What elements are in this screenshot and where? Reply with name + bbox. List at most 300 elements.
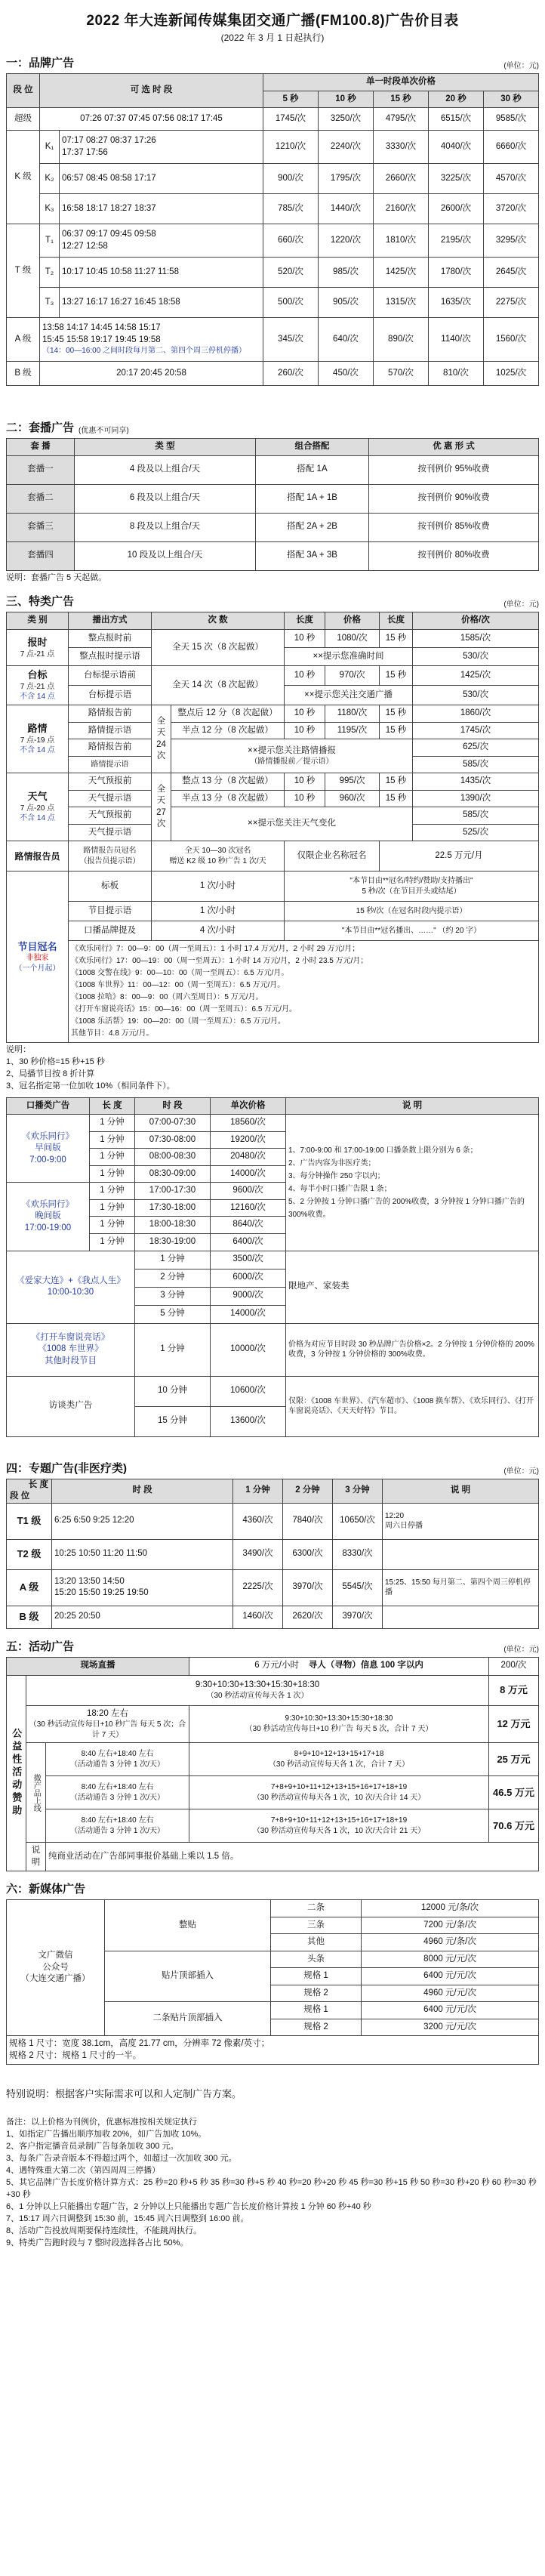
price-cell: 1220/次 — [319, 224, 374, 258]
live-price: 6 万元/小时 — [254, 1661, 299, 1671]
cell: 4 次/小时 — [152, 921, 285, 941]
cell: 搭配 2A + 2B — [256, 513, 369, 541]
table-row — [7, 872, 539, 902]
cell: "本节目由**冠名/特约/赞助/支持播出" 5 秒/次（在节目开头或结尾） — [285, 872, 539, 902]
section-heading: 三、特类广告 — [6, 595, 75, 609]
category-sub: 不含 14 点 — [20, 746, 55, 755]
unit-note: (单位：元) — [503, 600, 539, 609]
special-ads-table — [6, 612, 539, 1043]
time-cell: 13:58 14:17 14:45 14:58 15:17 15:45 15:58 19:17 19:45 19:58 — [42, 323, 161, 344]
price-cell: 2600/次 — [429, 194, 484, 224]
cell: 文广微信 公众号 （大连交通广播） — [7, 1900, 105, 2036]
section-heading: 四：专题广告(非医疗类) — [6, 1461, 127, 1475]
table-row — [7, 1503, 539, 1539]
feature-ads-table — [6, 1479, 539, 1629]
cell: 限地产、家装类 — [286, 1251, 539, 1323]
cell: 530/次 — [413, 686, 539, 705]
cell: 2620/次 — [283, 1606, 333, 1628]
cell: 仅限：《1008 车世界》、《汽车超市》、《1008 换车帮》、《欢乐同行》、《打开车窗说亮话》、《天天好特》节目。 — [286, 1376, 539, 1436]
cell: 二条贴片顶部插入 — [105, 2002, 271, 2036]
cell: 全天 14 次（8 次起做） — [152, 666, 285, 705]
cell: （报告员提示语） — [79, 856, 140, 865]
table-row — [7, 484, 539, 513]
col-30s: 30 秒 — [484, 91, 539, 108]
price-cell: 450/次 — [319, 362, 374, 386]
section-footnote: 说明： 1、30 秒价格=15 秒+15 秒 2、局播节目按 8 折计算 3、冠名指定第一位加收 10%（相同条件下）。 — [6, 1045, 175, 1091]
cell: 15 分钟 — [135, 1406, 211, 1436]
time-cell: 20:17 20:45 20:58 — [40, 362, 263, 386]
cell: 6:25 6:50 9:25 12:20 — [52, 1503, 233, 1539]
table-row — [7, 513, 539, 541]
time-cell: 07:17 08:27 08:37 17:26 17:37 17:56 — [60, 131, 263, 164]
price-cell: 1210/次 — [263, 131, 319, 164]
cell: 全天 15 次（8 次起做） — [152, 630, 285, 666]
table-row — [7, 541, 539, 570]
price-cell: 1780/次 — [429, 258, 484, 288]
category-sub: 非独家 — [26, 954, 49, 963]
col-header: 时 段 — [135, 1097, 211, 1115]
cell: 整点后 12 分（8 次起做） — [171, 705, 285, 723]
price-cell: 3295/次 — [484, 224, 539, 258]
cell: 25 万元 — [489, 1743, 539, 1776]
price-cell: 785/次 — [263, 194, 319, 224]
new-media-table — [6, 1899, 539, 2065]
table-row — [7, 131, 539, 164]
cell: （30 秒活动宣传每日+10 秒广告 每天 5 次；合计 7 天） — [29, 1720, 186, 1739]
program-time: 10:00-10:30 — [47, 1288, 94, 1297]
price-cell: 260/次 — [263, 362, 319, 386]
cell: 1 分钟 — [135, 1251, 211, 1269]
cell: 6400 元/元/次 — [362, 1968, 539, 1985]
col-header: 播出方式 — [69, 612, 152, 630]
table-row — [7, 941, 539, 1043]
cell: 15 秒 — [380, 666, 413, 686]
cell: 9:30+10:30+13:30+15:30+18:30 — [195, 1680, 320, 1689]
cell: 7200 元/条/次 — [362, 1917, 539, 1934]
table-row — [7, 164, 539, 194]
price-cell: 640/次 — [319, 318, 374, 362]
special-note: 特别说明：根据客户实际需求可以和人定制广告方案。 — [6, 2088, 242, 2100]
cell: 46.5 万元 — [489, 1776, 539, 1809]
grade-cell: 超级 — [7, 108, 40, 131]
cell: 贴片顶部插入 — [105, 1951, 271, 2002]
cell: 4360/次 — [233, 1503, 283, 1539]
col-header: 1 分钟 — [233, 1479, 283, 1503]
col-header: 价格 — [325, 612, 380, 630]
table-row — [7, 902, 539, 921]
cell: 15:25、15:50 每月第二、第四个周三停机停播 — [383, 1569, 539, 1606]
table-row — [7, 921, 539, 941]
price-cell: 1745/次 — [263, 108, 319, 131]
cell: 995/次 — [325, 773, 380, 791]
price-cell: 3720/次 — [484, 194, 539, 224]
section-brand-ads — [6, 54, 539, 386]
program-name: 其他时段节目 — [45, 1356, 97, 1365]
cell: 8:40 左右+18:40 左右 — [81, 1750, 154, 1759]
cell: 22.5 万元/月 — [380, 841, 539, 872]
section-footnote: 说明：套播广告 5 天起做。 — [6, 572, 107, 582]
price-cell: 985/次 — [319, 258, 374, 288]
table-row — [7, 1569, 539, 1606]
col-header: 长 度 — [90, 1097, 135, 1115]
cell: 套播四 — [7, 541, 75, 570]
cell: 1860/次 — [413, 705, 539, 723]
sub-grade: T₂ — [40, 258, 60, 288]
category-name: 节目冠名 — [17, 940, 57, 952]
cell: 525/次 — [413, 824, 539, 841]
cell: 纯商业活动在广告部同事报价基础上乘以 1.5 倍。 — [46, 1843, 539, 1871]
col-header: 口播类广告 — [7, 1097, 90, 1115]
cell: 13600/次 — [211, 1406, 286, 1436]
category-name: 天气 — [27, 791, 48, 803]
cell: 二条 — [271, 1900, 362, 1917]
unit-note: (单位：元) — [503, 62, 539, 70]
program-sub: 早间版 — [35, 1143, 61, 1153]
cell: 整点报时前 — [69, 630, 152, 648]
cell: （路情播报前／提示语） — [250, 757, 334, 767]
cell: A 级 — [7, 1569, 52, 1606]
cell: 3500/次 — [211, 1251, 286, 1269]
cell: 全天 10—30 次冠名 赠送 K2 级 10 秒广告 1 次/天 — [152, 841, 285, 872]
price-cell: 2195/次 — [429, 224, 484, 258]
cell: 口播品牌提及 — [69, 921, 152, 941]
table-row — [7, 258, 539, 288]
cell: 标板 — [69, 872, 152, 902]
category-sub: 7 点-21 点 — [20, 682, 55, 691]
sub-grade: K₃ — [40, 194, 60, 224]
price-cell: 570/次 — [374, 362, 429, 386]
cell — [189, 1657, 489, 1675]
cell: 6 段及以上组合/天 — [75, 484, 256, 513]
cell: 搭配 1A — [256, 455, 369, 484]
price-cell: 900/次 — [263, 164, 319, 194]
cell: ××提示您关注路情播报 — [248, 745, 336, 755]
event-ads-table — [6, 1657, 539, 1872]
unit-note: (单位：元) — [503, 1467, 539, 1476]
cell: 3200 元/元/次 — [362, 2019, 539, 2036]
time-cell: 13:27 16:17 16:27 16:45 18:58 — [60, 288, 263, 318]
cell: 14000/次 — [211, 1305, 286, 1323]
cell: 1、7:00-9:00 和 17:00-19:00 口播条数上限分别为 6 条； 2、广告内容为非医疗类； 3、每分钟操作 250 字以内； 4、每半小时口播广告限 1 条； 5、2 分钟按 1 分钟口播广告的 200%收费，3 分钟按 1 分钟口播广告的 300%收费。 — [286, 1115, 539, 1251]
time-cell: 06:57 08:45 08:58 17:17 — [60, 164, 263, 194]
cell: 按刊例价 90%收费 — [369, 484, 539, 513]
cell: 970/次 — [325, 666, 380, 686]
cell: 18:00-18:30 — [135, 1217, 211, 1234]
cell: 15 秒 — [380, 705, 413, 723]
cell: ××提示您关注天气变化 — [171, 807, 413, 841]
cell: 规格 1 — [271, 1968, 362, 1985]
cell: 8:40 左右+18:40 左右 — [81, 1783, 154, 1792]
table-row — [7, 739, 539, 757]
cell: 现场直播 — [7, 1657, 189, 1675]
cell: 天气提示语 — [69, 824, 152, 841]
cell: 全天 — [156, 784, 166, 806]
program-name: 《1008 车世界》 — [38, 1344, 103, 1354]
cell: 1 分钟 — [90, 1217, 135, 1234]
category-sub: 不含 14 点 — [20, 814, 55, 823]
cell: 路情提示语 — [69, 722, 152, 739]
price-cell: 1315/次 — [374, 288, 429, 318]
col-header: 套 播 — [7, 439, 75, 456]
cell: 9000/次 — [211, 1287, 286, 1305]
cell: 10 段及以上组合/天 — [75, 541, 256, 570]
category-sub: 不含 14 点 — [20, 693, 55, 702]
sub-grade: T₃ — [40, 288, 60, 318]
cell: 价格为对应节目时段 30 秒品牌广告价格×2。2 分钟按 1 分钟价格的 200%收费，3 分钟按 1 分钟价格的 300%收费。 — [286, 1323, 539, 1376]
cell: 三条 — [271, 1917, 362, 1934]
cell: 规格 1 — [271, 2002, 362, 2019]
cell: 07:30-08:00 — [135, 1131, 211, 1149]
cell: 8+9+10+12+13+15+17+18 （30 秒活动宣传每天各 1 次，合计 7 天） — [189, 1743, 489, 1776]
cell: 1 分钟 — [90, 1165, 135, 1183]
table-row — [7, 1251, 539, 1269]
cell: 7+8+9+10+11+12+13+15+16+17+18+19 （30 秒活动宣传每天各 1 次，10 次/天合计 21 天） — [189, 1809, 489, 1843]
col-header: 次 数 — [152, 612, 285, 630]
col-header: 说 明 — [383, 1479, 539, 1503]
cell: 5 分钟 — [135, 1305, 211, 1323]
cell: 10 秒 — [285, 630, 325, 648]
price-cell: 1560/次 — [484, 318, 539, 362]
price-cell: 2660/次 — [374, 164, 429, 194]
cell: 7+8+9+10+11+12+13+15+16+17+18+19 （30 秒活动宣传每天各 1 次，10 次/天合计 14 天） — [189, 1776, 489, 1809]
cell: 585/次 — [413, 807, 539, 825]
cell — [383, 1606, 539, 1628]
price-cell: 1425/次 — [374, 258, 429, 288]
price-cell: 4795/次 — [374, 108, 429, 131]
cell: 17:00-17:30 — [135, 1183, 211, 1200]
category-name: 报时 — [27, 636, 48, 648]
cell: 按刊例价 95%收费 — [369, 455, 539, 484]
price-cell: 2240/次 — [319, 131, 374, 164]
cell: 半点 13 分（8 次起做） — [171, 790, 285, 807]
price-cell: 890/次 — [374, 318, 429, 362]
table-row — [7, 194, 539, 224]
col-time: 可 选 时 段 — [40, 74, 263, 108]
cell: 天气预报前 — [69, 807, 152, 825]
cell: 1435/次 — [413, 773, 539, 791]
col-header: 优 惠 形 式 — [369, 439, 539, 456]
grade-cell: K 级 — [7, 131, 40, 224]
col-price: 单一时段单次价格 — [263, 74, 539, 91]
col-header: 单次价格 — [211, 1097, 286, 1115]
program-time: 17:00-19:00 — [24, 1223, 72, 1232]
price-cell: 1810/次 — [374, 224, 429, 258]
cell: 1 分钟 — [135, 1323, 211, 1376]
program-time: 7:00-9:00 — [29, 1155, 66, 1165]
a-grade-note: （14：00—16:00 之间时段每月第二、第四个周三停机停播） — [42, 347, 247, 356]
price-cell: 1440/次 — [319, 194, 374, 224]
col-15s: 15 秒 — [374, 91, 429, 108]
price-cell: 4570/次 — [484, 164, 539, 194]
cell: 7840/次 — [283, 1503, 333, 1539]
cell: 4960 元/元/次 — [362, 1985, 539, 2002]
cell: 8330/次 — [333, 1539, 383, 1569]
cell: 9:30+10:30+13:30+15:30+18:30 （30 秒活动宣传每日+10 秒广告 每天 5 次，合计 7 天） — [189, 1705, 489, 1743]
cell: 整点 13 分（8 次起做） — [171, 773, 285, 791]
cell: 1 次/小时 — [152, 872, 285, 902]
cell: 10000/次 — [211, 1323, 286, 1376]
cell: 12 万元 — [489, 1705, 539, 1743]
cell: 10 秒 — [285, 790, 325, 807]
col-10s: 10 秒 — [319, 91, 374, 108]
section-heading: 二：套播广告 — [6, 421, 75, 435]
cell: 按刊例价 80%收费 — [369, 541, 539, 570]
grade-cell: B 级 — [7, 362, 40, 386]
cell: 8 段及以上组合/天 — [75, 513, 256, 541]
cell: 530/次 — [413, 648, 539, 666]
price-cell: 2645/次 — [484, 258, 539, 288]
cell: 搭配 3A + 3B — [256, 541, 369, 570]
grade-cell: A 级 — [7, 318, 40, 362]
cell: 8 万元 — [489, 1675, 539, 1705]
time-cell: 07:26 07:37 07:45 07:56 08:17 17:45 — [40, 108, 263, 131]
cell: 1585/次 — [413, 630, 539, 648]
program-name: 《欢乐同行》 — [22, 1199, 74, 1209]
cell: 台标提示语 — [69, 686, 152, 705]
category-sub: 7 点-20 点 — [20, 804, 55, 813]
cell: 《欢乐同行》7：00—9：00（周一至周五）：1 小时 17.4 万元/月，2 小时 29 万元/月； 《欢乐同行》17：00—19：00（周一至周五）：1 小时 14 万元/月，2 小时 23.5 万元/月； 《1008 交警在线》9：00—10：00（周一至周五）：6.5 万元/月。 《1008 车世界》11：00—12：00（周一至周五）：6.5 万元/月。 《1008 拉哈》8：00—9：00（周六至周日）：5 万元/月。 《打开车窗说亮话》15：00—16：00（周一至周五）：6.5 万元/月。 《1008 乐活帮》19：00—20：00（周一至周五）：6.5 万元/月。 其他节目：4.8 万元/月。 — [69, 941, 539, 1043]
cell: 说明 — [26, 1843, 46, 1871]
cell: 3490/次 — [233, 1539, 283, 1569]
cell: T2 级 — [7, 1539, 52, 1569]
cell: 27 次 — [156, 807, 166, 829]
section-new-media-ads — [6, 1880, 539, 2065]
cell: 6400 元/元/次 — [362, 2002, 539, 2019]
cell: 路情报告前 — [69, 705, 152, 723]
cell: 1390/次 — [413, 790, 539, 807]
table-row — [7, 773, 539, 791]
package-ads-table — [6, 438, 539, 571]
price-cell: 1795/次 — [319, 164, 374, 194]
program-name: 《爱家大连》+《我点人生》 — [16, 1276, 125, 1285]
table-row — [7, 807, 539, 825]
cell: 3 分钟 — [135, 1287, 211, 1305]
table-row — [7, 2036, 539, 2065]
cell: 15 秒/次（在冠名时段内提示语） — [285, 902, 539, 921]
cell: "本节目由**冠名播出、……" （约 20 字） — [285, 921, 539, 941]
cell: 4960 元/条/次 — [362, 1934, 539, 1951]
cell: 10 分钟 — [135, 1376, 211, 1406]
cell: 8640/次 — [211, 1217, 286, 1234]
cell: 1 分钟 — [90, 1234, 135, 1251]
cell: 9600/次 — [211, 1183, 286, 1200]
cell: 5545/次 — [333, 1569, 383, 1606]
cell: 节目提示语 — [69, 902, 152, 921]
cell: 15 秒 — [380, 790, 413, 807]
category-sub: （一个月起） — [14, 964, 60, 973]
cell: 24 次 — [156, 739, 166, 761]
price-cell: 1635/次 — [429, 288, 484, 318]
col-header: 3 分钟 — [333, 1479, 383, 1503]
cell: 1195/次 — [325, 722, 380, 739]
cell: 全天 — [156, 716, 166, 738]
col-header: 类 别 — [7, 612, 69, 630]
sub-grade: K₂ — [40, 164, 60, 194]
col-grade: 段 位 — [10, 1492, 30, 1501]
category-sub: 7 点-19 点 — [20, 736, 55, 745]
cell: 6400/次 — [211, 1234, 286, 1251]
time-cell: 16:58 18:17 18:27 18:37 — [60, 194, 263, 224]
cell: 1745/次 — [413, 722, 539, 739]
cell: 4 段及以上组合/天 — [75, 455, 256, 484]
price-cell: 3330/次 — [374, 131, 429, 164]
table-row — [7, 1606, 539, 1628]
cell: 17:30-18:00 — [135, 1199, 211, 1217]
cell: 天气预报前 — [69, 773, 152, 791]
table-row — [7, 288, 539, 318]
price-cell: 905/次 — [319, 288, 374, 318]
table-row — [7, 108, 539, 131]
sub-grade: K₁ — [40, 131, 60, 164]
cell: 8000 元/元/次 — [362, 1951, 539, 1968]
price-cell: 500/次 — [263, 288, 319, 318]
cell: 10 秒 — [285, 705, 325, 723]
side-label: 公益性活动赞助 — [7, 1675, 26, 1871]
cell: 1 分钟 — [90, 1149, 135, 1166]
price-cell: 3225/次 — [429, 164, 484, 194]
page-title: 2022 年大连新闻传媒集团交通广播(FM100.8)广告价目表 — [86, 13, 459, 29]
cell: 头条 — [271, 1951, 362, 1968]
price-cell: 345/次 — [263, 318, 319, 362]
cell: 套播二 — [7, 484, 75, 513]
cell: 按刊例价 85%收费 — [369, 513, 539, 541]
cell: 12000 元/条/次 — [362, 1900, 539, 1917]
col-header: 类 型 — [75, 439, 256, 456]
cell: 路情报告员冠名 — [83, 847, 137, 856]
category-sub: 7 点-21 点 — [20, 649, 55, 659]
cell: 路情提示语 — [69, 756, 152, 773]
cell: 12160/次 — [211, 1199, 286, 1217]
cell: 1 分钟 — [90, 1131, 135, 1149]
col-header: 长度 — [380, 612, 413, 630]
page-subtitle: (2022 年 3 月 1 日起执行) — [220, 32, 325, 43]
section-heading: 五：活动广告 — [6, 1640, 75, 1653]
cell: 整贴 — [105, 1900, 271, 1951]
cell: 18560/次 — [211, 1115, 286, 1132]
table-row — [7, 1705, 539, 1743]
category-name: 路情 — [27, 723, 48, 735]
cell: T1 级 — [7, 1503, 52, 1539]
cell: 3970/次 — [333, 1606, 383, 1628]
cell: （活动通告 3 分钟 1 次/天） — [70, 1760, 165, 1769]
sub-side-label: 微产品上线 — [26, 1743, 46, 1843]
table-row — [7, 1900, 539, 1917]
remarks: 备注：以上价格为刊例价，优惠标准按相关规定执行 1、如指定广告播出顺序加收 20%，如广告加收 10%。 2、客户指定播音员录制广告每条加收 300 元。 3、每条广告录音版本不得超过两个，如超过一次加收 300 元。 4、遇特殊重大第二次（第四周周三停播） 5、其它品牌广告长度价格计算方式：25 秒=20 秒+5 秒 35 秒=30 秒+5 秒 40 秒=20 秒+20 秒 45 秒=30 秒+15 秒 50 秒=30 秒+20 秒 60 秒=30 秒+30 秒 6、1 分钟以上只能播出专题广告，2 分钟以上只能播出专题广告长度价格计算按 1 分钟 60 秒+40 秒 7、15:17 周六日调整到 15:30 前，15:45 周六日调整到 16:00 前。 8、活动广告投放周期要保持连续性，不能跳周执行。 9、特类广告跑时段与 7 整时段选择各占比 50%。 — [6, 2118, 537, 2247]
cell: 规格 2 — [271, 2019, 362, 2036]
cell: （活动通告 3 分钟 1 次/天） — [70, 1793, 165, 1802]
cell: 08:30-09:00 — [135, 1165, 211, 1183]
category-name: 路情报告员 — [7, 841, 69, 872]
price-cell: 2160/次 — [374, 194, 429, 224]
cell: 10600/次 — [211, 1376, 286, 1406]
table-row — [7, 318, 539, 362]
cell: 07:00-07:30 — [135, 1115, 211, 1132]
cell: 路情报告前 — [69, 739, 152, 757]
cell: 1460/次 — [233, 1606, 283, 1628]
cell: 6000/次 — [211, 1269, 286, 1287]
cell: 1080/次 — [325, 630, 380, 648]
price-cell: 3250/次 — [319, 108, 374, 131]
time-cell: 06:37 09:17 09:45 09:58 12:27 12:58 — [60, 224, 263, 258]
cell: 20:25 20:50 — [52, 1606, 233, 1628]
table-row — [7, 790, 539, 807]
cell: 08:00-08:30 — [135, 1149, 211, 1166]
col-header: 2 分钟 — [283, 1479, 333, 1503]
cell: 10 秒 — [285, 773, 325, 791]
cell: 台标提示语前 — [69, 666, 152, 686]
section-package-ads — [6, 419, 539, 584]
section-event-ads — [6, 1638, 539, 1872]
